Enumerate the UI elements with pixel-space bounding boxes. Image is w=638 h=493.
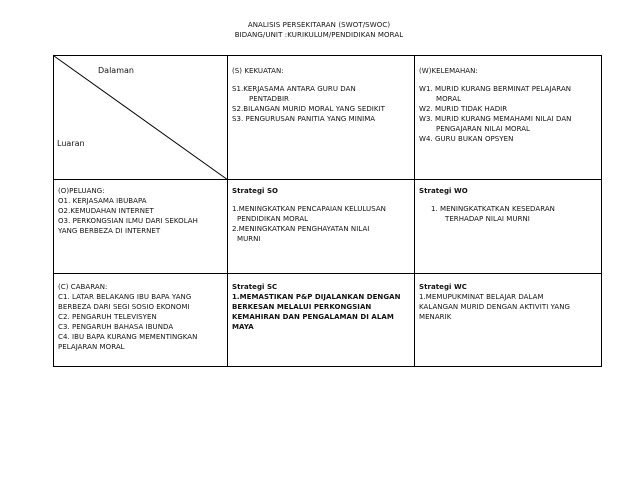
document-header [0, 20, 638, 40]
document-subtitle: BIDANG/UNIT :KURIKULUM/PENDIDIKAN MORAL [234, 31, 404, 39]
strength-item: S3. PENGURUSAN PANITIA YANG MINIMA [232, 115, 376, 123]
strategy-wc-heading: Strategi WC [419, 283, 467, 291]
weakness-item: W2. MURID TIDAK HADIR [419, 105, 508, 113]
strategy-sc-heading: Strategi SC [232, 283, 278, 291]
strategy-wo-item: 1. MENINGKATKATKAN KESEDARAN [431, 205, 555, 213]
opportunity-item: YANG BERBEZA DI INTERNET [58, 227, 161, 235]
challenges-heading: (C) CABARAN: [58, 283, 108, 291]
opportunities-cell [54, 186, 227, 236]
weakness-item: W3. MURID KURANG MEMAHAMI NILAI DAN [419, 115, 572, 123]
weakness-item: W1. MURID KURANG BERMINAT PELAJARAN [419, 85, 572, 93]
strategy-so-heading: Strategi SO [232, 187, 279, 195]
corner-label-luaran: Luaran [57, 139, 85, 148]
strengths-cell [228, 66, 414, 124]
strategy-wc-item: KALANGAN MURID DENGAN AKTIVITI YANG [419, 303, 570, 311]
strategy-wo-item: TERHADAP NILAI MURNI [445, 215, 530, 223]
opportunities-heading: (O)PELUANG: [58, 187, 105, 195]
opportunity-item: O1. KERJASAMA IBUBAPA [58, 197, 147, 205]
strategy-so-item: 2.MENINGKATKAN PENGHAYATAN NILAI [232, 225, 370, 233]
strategy-sc-item: BERKESAN MELALUI PERKONGSIAN [232, 303, 372, 311]
strategy-wo-heading: Strategi WO [419, 187, 468, 195]
strategy-so-item: MURNI [237, 235, 261, 243]
strategy-wc-cell [415, 282, 602, 322]
corner-label-dalaman: Dalaman [98, 66, 134, 75]
swot-table [53, 55, 602, 367]
opportunity-item: O2.KEMUDAHAN INTERNET [58, 207, 154, 215]
challenges-cell [54, 282, 227, 352]
strength-item: S2.BILANGAN MURID MORAL YANG SEDIKIT [232, 105, 385, 113]
weakness-item: MORAL [436, 95, 462, 103]
strategy-sc-cell [228, 282, 414, 332]
strategy-sc-item: KEMAHIRAN DAN PENGALAMAN DI ALAM [232, 313, 394, 321]
weaknesses-cell [415, 66, 602, 144]
row-divider-2 [54, 273, 601, 274]
challenge-item: BERBEZA DARI SEGI SOSIO EKONOMI [58, 303, 190, 311]
strategy-wc-item: MENARIK [419, 313, 452, 321]
challenge-item: C1. LATAR BELAKANG IBU BAPA YANG [58, 293, 192, 301]
strength-item: PENTADBIR [249, 95, 289, 103]
strategy-sc-item: 1.MEMASTIKAN P&P DIJALANKAN DENGAN [232, 293, 401, 301]
challenge-item: PELAJARAN MORAL [58, 343, 125, 351]
document-title: ANALISIS PERSEKITARAN (SWOT/SWOC) [247, 21, 391, 29]
challenge-item: C2. PENGARUH TELEVISYEN [58, 313, 157, 321]
challenge-item: C3. PENGARUH BAHASA IBUNDA [58, 323, 174, 331]
corner-diagonal-line [54, 56, 228, 180]
strategy-sc-item: MAYA [232, 323, 254, 331]
weaknesses-heading: (W)KELEMAHAN: [419, 67, 478, 75]
strategy-so-item: 1.MENINGKATKAN PENCAPAIAN KELULUSAN [232, 205, 386, 213]
strengths-heading: (S) KEKUATAN: [232, 67, 284, 75]
challenge-item: C4. IBU BAPA KURANG MEMENTINGKAN [58, 333, 198, 341]
opportunity-item: O3. PERKONGSIAN ILMU DARI SEKOLAH [58, 217, 198, 225]
weakness-item: PENGAJARAN NILAI MORAL [436, 125, 531, 133]
strategy-wc-item: 1.MEMUPUKMINAT BELAJAR DALAM [419, 293, 544, 301]
weakness-item: W4. GURU BUKAN OPSYEN [419, 135, 514, 143]
strategy-wo-cell [415, 186, 602, 224]
strategy-so-cell [228, 186, 414, 244]
strength-item: S1.KERJASAMA ANTARA GURU DAN [232, 85, 356, 93]
strategy-so-item: PENDIDIKAN MORAL [237, 215, 309, 223]
